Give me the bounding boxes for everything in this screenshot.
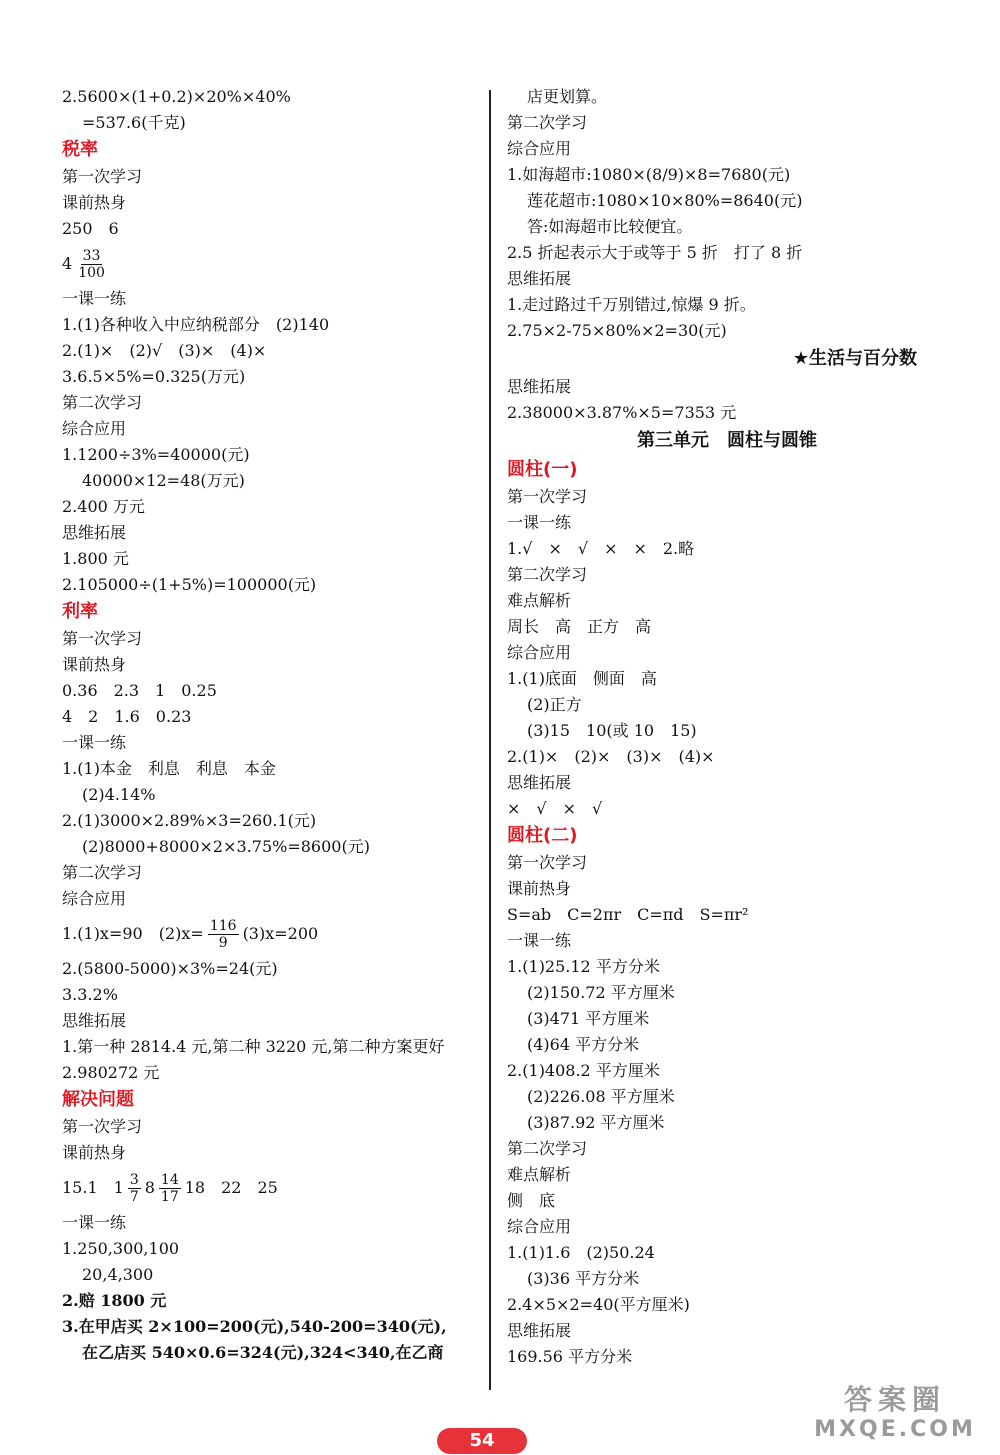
answer-line-fraction [62,1166,482,1210]
answer-line: =537.6(千克) [82,113,186,132]
fraction-numerator: 3 [129,1172,139,1188]
answer-line: 第一次学习 [62,167,143,186]
answer-line: 第一次学习 [507,487,588,506]
answer-line: 2.(1)× (2)√ (3)× (4)× [62,341,267,360]
section-heading: 解决问题 [62,1089,134,1110]
answer-line: 2.(1)3000×2.89%×3=260.1(元) [62,811,317,830]
fraction-denominator: 7 [129,1189,139,1205]
answer-line: 1.(1)1.6 (2)50.24 [507,1243,655,1262]
answer-line: 2.5600×(1+0.2)×20%×40% [62,87,291,106]
answer-text: 1.(1)x=90 (2)x= [62,924,204,943]
answer-line: 一课一练 [62,1213,127,1232]
answer-line: 1.800 元 [62,549,129,568]
fraction-numerator: 14 [160,1172,179,1188]
answer-line: 第二次学习 [62,863,143,882]
answer-line: 思维拓展 [62,523,127,542]
answer-line-fraction [62,912,482,956]
answer-line: 2.(1)408.2 平方厘米 [507,1061,660,1080]
answer-line: 周长 高 正方 高 [507,617,652,636]
page-number: 54 [437,1428,527,1454]
section-heading: 圆柱(二) [507,825,578,846]
answer-line: 综合应用 [62,419,127,438]
answer-line: 在乙店买 540×0.6=324(元),324<340,在乙商 [82,1343,444,1362]
answer-line: 难点解析 [507,591,572,610]
answer-line: 一课一练 [507,931,572,950]
answer-line: 综合应用 [62,889,127,908]
answer-line: 250 6 [62,219,119,238]
answer-text: 18 22 25 [184,1178,278,1197]
section-heading: 税率 [62,139,98,160]
answer-line: 2.赔 1800 元 [62,1291,167,1310]
answer-line: 1.√ × √ × × 2.略 [507,539,695,558]
answer-line: (2)150.72 平方厘米 [527,983,675,1002]
section-heading: 利率 [62,601,98,622]
answer-text: 8 [144,1178,155,1197]
answer-line: 1.250,300,100 [62,1239,180,1258]
answer-line: 2.4×5×2=40(平方厘米) [507,1295,690,1314]
answer-line: 莲花超市:1080×10×80%=8640(元) [527,191,803,210]
answer-line: 第一次学习 [62,629,143,648]
answer-text: 15.1 1 [62,1178,124,1197]
answer-line: 第二次学习 [62,393,143,412]
fraction-numerator: 116 [209,918,237,934]
topic-heading: ★生活与百分数 [792,348,917,369]
answer-line: 综合应用 [507,1217,572,1236]
answer-line: 1.(1)各种收入中应纳税部分 (2)140 [62,315,330,334]
answer-line: 3.6.5×5%=0.325(万元) [62,367,246,386]
answer-line: 1.走过路过千万别错过,惊爆 9 折。 [507,295,756,314]
answer-line: 2.(1)× (2)× (3)× (4)× [507,747,715,766]
answer-line: 第一次学习 [507,853,588,872]
answer-line: 1.(1)底面 侧面 高 [507,669,657,688]
fraction-denominator: 9 [218,935,228,951]
answer-line: (2)4.14% [82,785,156,804]
answer-text: 4 [62,254,73,273]
left-column [62,84,482,1366]
answer-line: (3)87.92 平方厘米 [527,1113,665,1132]
answer-line: 3.在甲店买 2×100=200(元),540-200=340(元), [62,1317,447,1336]
answer-line: (3)36 平方分米 [527,1269,640,1288]
answer-line: 思维拓展 [507,269,572,288]
answer-line: × √ × √ [507,799,603,818]
answer-line: 1.如海超市:1080×(8/9)×8=7680(元) [507,165,791,184]
column-divider [489,90,491,1390]
answer-line: 思维拓展 [62,1011,127,1030]
answer-line-fraction [62,242,482,286]
answer-line: 2.38000×3.87%×5=7353 元 [507,403,737,422]
answer-line: 综合应用 [507,139,572,158]
unit-heading: 第三单元 圆柱与圆锥 [637,430,817,451]
answer-line: 169.56 平方分米 [507,1347,633,1366]
answer-line: 2.5 折起表示大于或等于 5 折 打了 8 折 [507,243,803,262]
answer-line: 2.105000÷(1+5%)=100000(元) [62,575,317,594]
answer-line: (2)8000+8000×2×3.75%=8600(元) [82,837,370,856]
answer-line: 一课一练 [62,289,127,308]
fraction-denominator: 100 [78,265,105,281]
answer-line: 1.(1)本金 利息 利息 本金 [62,759,276,778]
answer-line: 答:如海超市比较便宜。 [527,217,693,236]
answer-line: 2.980272 元 [62,1063,160,1082]
answer-line: (2)正方 [527,695,582,714]
answer-line: 2.75×2-75×80%×2=30(元) [507,321,727,340]
fraction [128,1172,141,1205]
answer-line: 思维拓展 [507,773,572,792]
answer-line: 2.400 万元 [62,497,145,516]
answer-line: 第二次学习 [507,113,588,132]
answer-line: 1.(1)25.12 平方分米 [507,957,660,976]
answer-line: 课前热身 [62,193,127,212]
answer-line: 店更划算。 [527,87,608,106]
answer-line: 第一次学习 [62,1117,143,1136]
answer-line: 1.1200÷3%=40000(元) [62,445,250,464]
answer-line: 2.(5800-5000)×3%=24(元) [62,959,278,978]
answer-line: 20,4,300 [82,1265,154,1284]
answer-line: 0.36 2.3 1 0.25 [62,681,217,700]
answer-line: 课前热身 [62,1143,127,1162]
answer-line: 4 2 1.6 0.23 [62,707,192,726]
answer-line: (3)15 10(或 10 15) [527,721,697,740]
answer-line: 40000×12=48(万元) [82,471,245,490]
answer-line: 第二次学习 [507,565,588,584]
section-heading: 圆柱(一) [507,459,578,480]
answer-line: 第二次学习 [507,1139,588,1158]
watermark-logo [800,1383,990,1447]
fraction [208,918,239,951]
answer-line: 思维拓展 [507,1321,572,1340]
answer-line: 思维拓展 [507,377,572,396]
answer-line: 综合应用 [507,643,572,662]
answer-line: 课前热身 [507,879,572,898]
answer-line: 3.3.2% [62,985,118,1004]
answer-line: 一课一练 [62,733,127,752]
answer-line: 1.第一种 2814.4 元,第二种 3220 元,第二种方案更好 [62,1037,445,1056]
watermark-title: 答案圈 [843,1383,946,1416]
answer-line: S=ab C=2πr C=πd S=πr² [507,905,749,924]
answer-line: 一课一练 [507,513,572,532]
answer-line: (2)226.08 平方厘米 [527,1087,675,1106]
answer-text: (3)x=200 [242,924,319,943]
fraction [159,1172,181,1205]
answer-line: (4)64 平方分米 [527,1035,640,1054]
answer-line: (3)471 平方厘米 [527,1009,650,1028]
answer-line: 难点解析 [507,1165,572,1184]
fraction-denominator: 17 [160,1189,179,1205]
fraction [76,248,107,281]
watermark-url: MXQE.COM [814,1417,976,1442]
right-column [507,84,947,1370]
answer-line: 侧 底 [507,1191,556,1210]
fraction-numerator: 33 [82,248,101,264]
answer-line: 课前热身 [62,655,127,674]
